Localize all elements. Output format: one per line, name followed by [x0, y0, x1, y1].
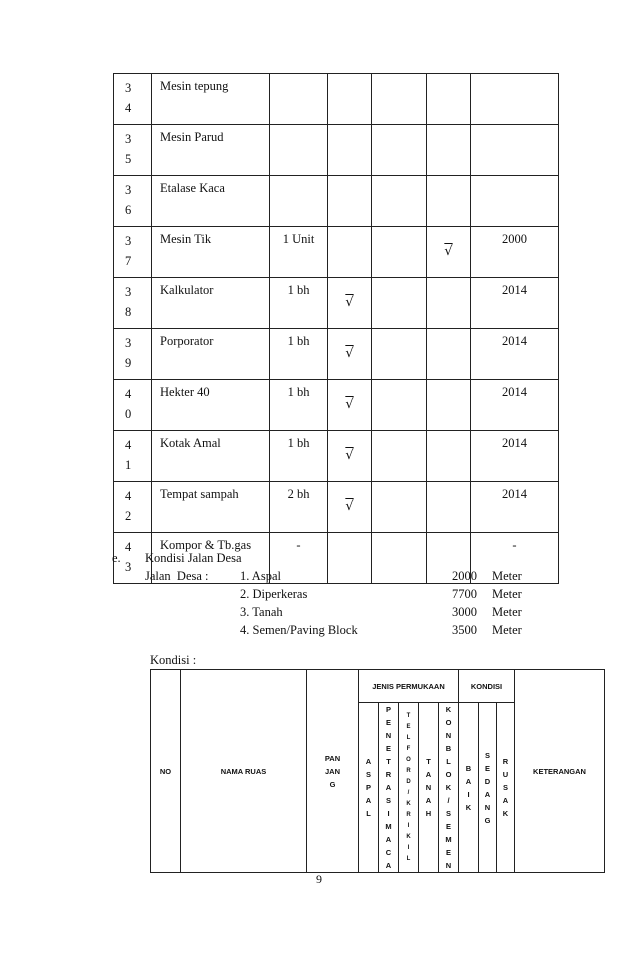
condition-cell: [427, 125, 471, 176]
condition-cell: [372, 380, 427, 431]
col-konblok: K O N B L O K / S E M E N: [439, 703, 459, 873]
row-number: 4 0: [114, 380, 152, 431]
condition-cell: [427, 74, 471, 125]
inventory-row: [114, 278, 559, 329]
condition-cell: [372, 329, 427, 380]
item-year: [471, 125, 559, 176]
col-rusak: R U S A K: [497, 703, 515, 873]
item-year: [471, 176, 559, 227]
item-year: 2014: [471, 431, 559, 482]
item-name: Mesin Parud: [152, 125, 270, 176]
item-year: 2014: [471, 482, 559, 533]
inventory-table: [113, 73, 559, 584]
condition-cell: [328, 125, 372, 176]
condition-cell: [372, 74, 427, 125]
check-icon: √: [345, 295, 354, 310]
road-type: 3. Tanah: [240, 605, 283, 619]
road-unit: Meter: [492, 587, 522, 601]
item-quantity: 1 bh: [270, 380, 328, 431]
condition-cell: [427, 482, 471, 533]
road-length: 3000: [452, 605, 477, 619]
item-quantity: 1 bh: [270, 329, 328, 380]
row-number: 3 7: [114, 227, 152, 278]
item-name: Hekter 40: [152, 380, 270, 431]
condition-cell: [372, 533, 427, 584]
condition-cell: [328, 74, 372, 125]
item-name: Kompor & Tb.gas: [152, 533, 270, 584]
col-telford: T E L F O R D / K R I K I L: [399, 703, 419, 873]
item-name: Etalase Kaca: [152, 176, 270, 227]
item-quantity: [270, 74, 328, 125]
col-nama-ruas: NAMA RUAS: [181, 670, 307, 873]
condition-cell: [372, 482, 427, 533]
condition-cell: [328, 329, 372, 380]
section-marker: e.: [112, 551, 121, 565]
condition-cell: [328, 533, 372, 584]
condition-cell: [328, 380, 372, 431]
item-name: Tempat sampah: [152, 482, 270, 533]
road-unit: Meter: [492, 605, 522, 619]
road-length: 7700: [452, 587, 477, 601]
col-baik: B A I K: [459, 703, 479, 873]
row-number: 3 8: [114, 278, 152, 329]
col-tanah: T A N A H: [419, 703, 439, 873]
item-quantity: 2 bh: [270, 482, 328, 533]
row-number: 3 6: [114, 176, 152, 227]
page-number: 9: [316, 872, 322, 886]
condition-cell: [372, 227, 427, 278]
road-unit: Meter: [492, 623, 522, 637]
inventory-row: [114, 482, 559, 533]
road-unit: Meter: [492, 569, 522, 583]
road-length: 2000: [452, 569, 477, 583]
row-number: 3 9: [114, 329, 152, 380]
inventory-row: [114, 176, 559, 227]
condition-cell: [427, 329, 471, 380]
item-quantity: -: [270, 533, 328, 584]
check-icon: √: [345, 448, 354, 463]
condition-cell: [328, 176, 372, 227]
row-number: 3 4: [114, 74, 152, 125]
condition-cell: [427, 431, 471, 482]
row-number: 4 2: [114, 482, 152, 533]
item-year: -: [471, 533, 559, 584]
condition-cell: [372, 278, 427, 329]
road-length: 3500: [452, 623, 477, 637]
item-year: 2014: [471, 380, 559, 431]
condition-cell: [427, 176, 471, 227]
item-name: Mesin Tik: [152, 227, 270, 278]
condition-cell: [427, 227, 471, 278]
item-quantity: 1 bh: [270, 278, 328, 329]
item-year: 2000: [471, 227, 559, 278]
inventory-row: [114, 74, 559, 125]
col-sedang: S E D A N G: [479, 703, 497, 873]
section-heading: Kondisi Jalan Desa: [145, 551, 242, 565]
item-name: Porporator: [152, 329, 270, 380]
road-condition-table: [150, 669, 605, 873]
row-number: 4 3: [114, 533, 152, 584]
col-no: NO: [151, 670, 181, 873]
road-type: 4. Semen/Paving Block: [240, 623, 358, 637]
check-icon: √: [345, 397, 354, 412]
check-icon: √: [345, 499, 354, 514]
item-quantity: 1 bh: [270, 431, 328, 482]
condition-cell: [427, 380, 471, 431]
kondisi-label: Kondisi :: [150, 653, 197, 667]
item-year: 2014: [471, 278, 559, 329]
condition-cell: [372, 176, 427, 227]
inventory-row: [114, 227, 559, 278]
item-quantity: [270, 176, 328, 227]
road-label: Jalan Desa :: [145, 569, 209, 583]
item-name: Kotak Amal: [152, 431, 270, 482]
item-year: [471, 74, 559, 125]
item-year: 2014: [471, 329, 559, 380]
item-name: Kalkulator: [152, 278, 270, 329]
check-icon: √: [444, 244, 453, 259]
item-quantity: 1 Unit: [270, 227, 328, 278]
condition-cell: [372, 125, 427, 176]
road-type: 2. Diperkeras: [240, 587, 308, 601]
col-penetrasi: P E N E T R A S I M A C A: [379, 703, 399, 873]
col-jenis-permukaan: JENIS PERMUKAAN: [359, 670, 459, 703]
road-type: 1. Aspal: [240, 569, 281, 583]
inventory-row: [114, 329, 559, 380]
condition-cell: [328, 278, 372, 329]
condition-cell: [328, 431, 372, 482]
condition-cell: [328, 227, 372, 278]
col-aspal: A S P A L: [359, 703, 379, 873]
condition-cell: [328, 482, 372, 533]
inventory-row: [114, 380, 559, 431]
item-name: Mesin tepung: [152, 74, 270, 125]
inventory-row: [114, 431, 559, 482]
check-icon: √: [345, 346, 354, 361]
condition-cell: [427, 278, 471, 329]
col-kondisi: KONDISI: [459, 670, 515, 703]
col-keterangan: KETERANGAN: [515, 670, 605, 873]
inventory-row: [114, 125, 559, 176]
col-panjang: PAN JAN G: [307, 670, 359, 873]
item-quantity: [270, 125, 328, 176]
row-number: 3 5: [114, 125, 152, 176]
row-number: 4 1: [114, 431, 152, 482]
condition-cell: [372, 431, 427, 482]
